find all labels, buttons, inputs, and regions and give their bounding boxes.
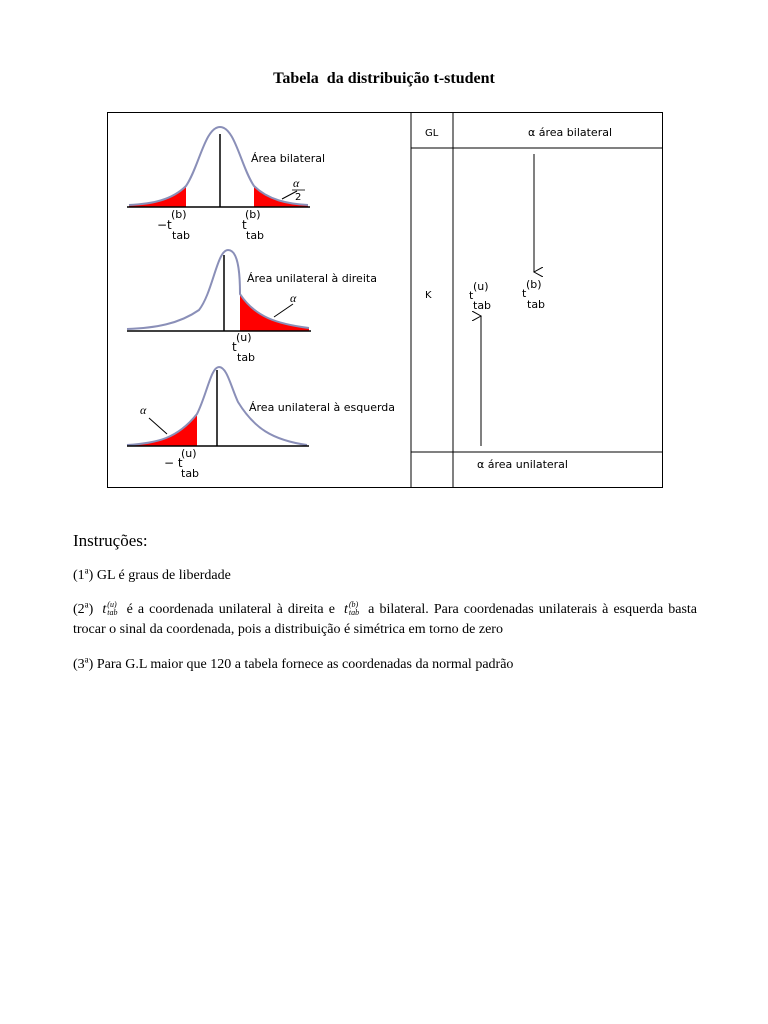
bell-curve xyxy=(127,250,309,329)
alpha-symbol: α xyxy=(293,176,300,190)
instr-open: (3 xyxy=(73,657,85,672)
alpha-symbol: α xyxy=(140,403,147,417)
k-label: K xyxy=(425,290,432,301)
t-tab-u-symbol xyxy=(102,600,117,620)
tu-sup: (u) xyxy=(473,280,489,293)
right-tail-area xyxy=(240,294,309,331)
t-tab-b-symbol xyxy=(344,600,359,620)
instr-text: ) GL é graus de liberdade xyxy=(88,568,231,583)
instr-sup: a xyxy=(84,599,89,610)
instruction-3 xyxy=(73,655,697,675)
instr-sup: a xyxy=(84,565,89,576)
left-tick-sub: tab xyxy=(172,229,191,242)
tick-sup: (u) xyxy=(181,447,197,460)
tb-label: t xyxy=(522,287,527,300)
t-sub: tab xyxy=(348,607,360,617)
bilateral-label: Área bilateral xyxy=(251,152,326,165)
unilateral-left-chart xyxy=(127,367,395,480)
instruction-1 xyxy=(73,566,697,586)
t-distribution-figure xyxy=(107,112,663,488)
instr-text: ) Para G.L maior que 120 a tabela fornece as coordenadas da normal padrão xyxy=(88,657,514,672)
tb-sup: (b) xyxy=(526,278,542,291)
unilateral-right-label: Área unilateral à direita xyxy=(247,272,377,285)
tick-sub: tab xyxy=(181,467,200,480)
tick-label: − t xyxy=(164,456,183,470)
figure-svg xyxy=(107,112,663,488)
instr-sup: a xyxy=(84,654,89,665)
instructions-heading: Instruções: xyxy=(73,531,148,550)
bell-curve xyxy=(129,127,308,205)
t-sub: tab xyxy=(107,607,118,617)
fraction-denominator: 2 xyxy=(295,192,302,203)
t-sup: (u) xyxy=(107,599,117,609)
alpha-symbol: α xyxy=(290,291,297,305)
unilateral-footer: α área unilateral xyxy=(477,458,568,471)
unilateral-right-chart xyxy=(127,250,377,364)
t-letter: t xyxy=(343,602,348,617)
t-letter: t xyxy=(102,602,107,617)
tick-sup: (u) xyxy=(236,331,252,344)
tb-sub: tab xyxy=(527,298,546,311)
tick-label: t xyxy=(232,340,237,354)
page-title: Tabela da distribuição t-student xyxy=(273,70,495,87)
tu-sub: tab xyxy=(473,299,492,312)
bilateral-chart xyxy=(127,127,325,242)
instr-close: ) xyxy=(88,602,94,617)
instr-mid: é a coordenada unilateral à direita e xyxy=(126,602,335,617)
instr-open: (1 xyxy=(73,568,85,583)
right-tick-sup: (b) xyxy=(245,208,261,221)
left-tick-label: −t xyxy=(157,218,172,232)
left-tick-sup: (b) xyxy=(171,208,187,221)
unilateral-left-label: Área unilateral à esquerda xyxy=(249,401,396,414)
gl-header: GL xyxy=(425,128,439,139)
tu-label: t xyxy=(469,289,474,302)
instr-rest: a bilateral. Para coordenadas unilaterais à esquerda basta trocar o sinal da coordenada, pois a distribuição é simétrica em torno de zero xyxy=(73,602,698,637)
alpha-pointer xyxy=(274,304,293,317)
alpha-pointer xyxy=(149,418,167,434)
t-sup: (b) xyxy=(348,599,359,609)
instr-open: (2 xyxy=(73,602,85,617)
right-tick-label: t xyxy=(242,218,247,232)
instruction-2 xyxy=(73,600,697,640)
bilateral-header: α área bilateral xyxy=(528,126,613,139)
right-tick-sub: tab xyxy=(246,229,265,242)
tick-sub: tab xyxy=(237,351,256,364)
